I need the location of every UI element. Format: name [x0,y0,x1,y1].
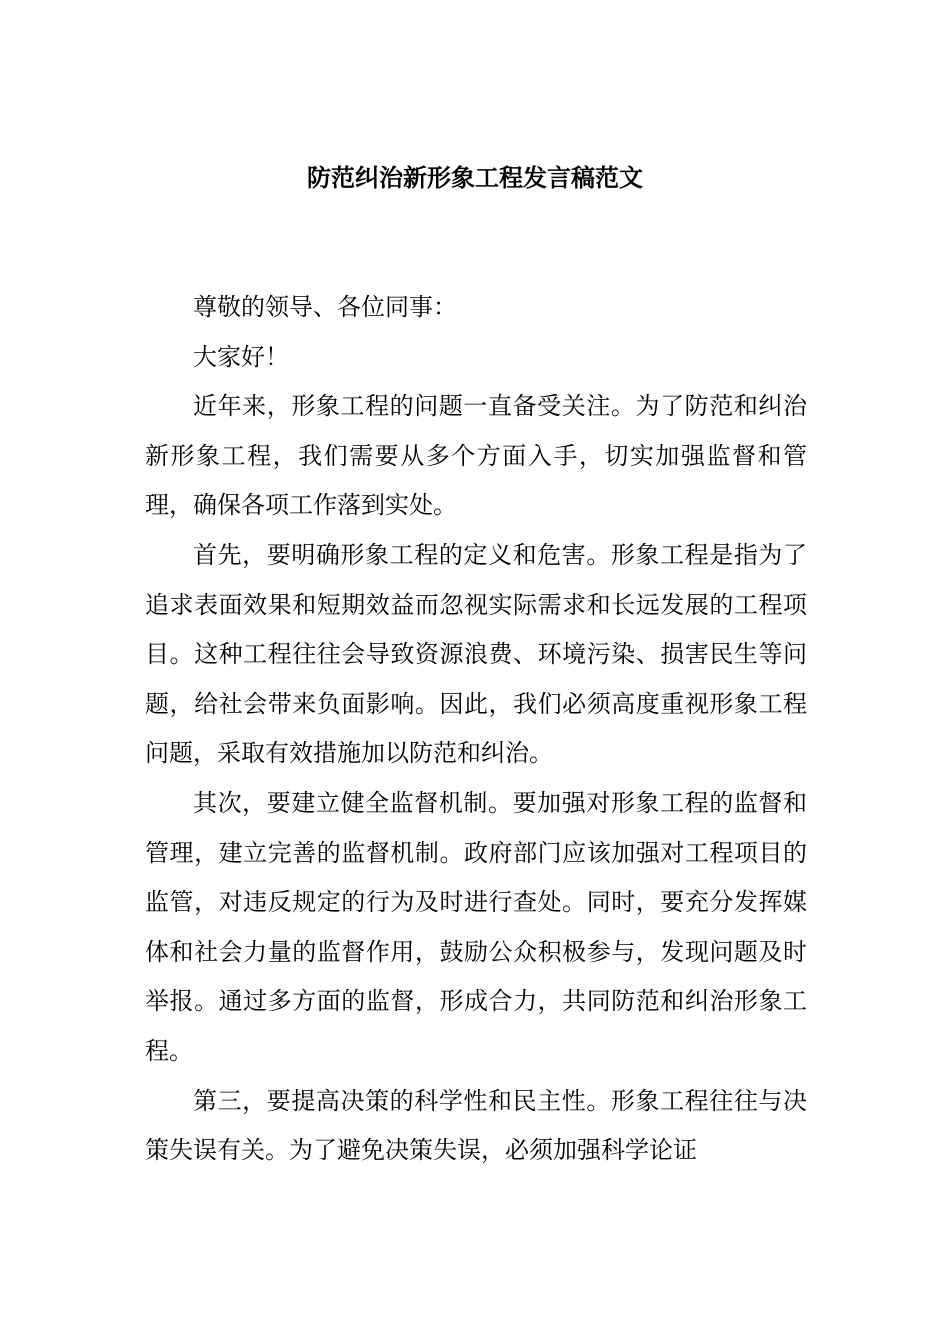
paragraph-intro: 近年来，形象工程的问题一直备受关注。为了防范和纠治新形象工程，我们需要从多个方面入手，切实加强监督和管理，确保各项工作落到实处。 [145,392,807,520]
paragraph-third: 第三，要提高决策的科学性和民主性。形象工程往往与决策失误有关。为了避免决策失误，必须加强科学论证 [145,1086,807,1165]
paragraph-first: 首先，要明确形象工程的定义和危害。形象工程是指为了追求表面效果和短期效益而忽视实际需求和长远发展的工程项目。这种工程往往会导致资源浪费、环境污染、损害民生等问题，给社会带来负面影响。因此，我们必须高度重视形象工程问题，采取有效措施加以防范和纠治。 [145,540,807,768]
greeting: 大家好！ [193,342,289,371]
paragraph-second: 其次，要建立健全监督机制。要加强对形象工程的监督和管理，建立完善的监督机制。政府部门应该加强对工程项目的监管，对违反规定的行为及时进行查处。同时，要充分发挥媒体和社会力量的监督作用，鼓励公众积极参与，发现问题及时举报。通过多方面的监督，形成合力，共同防范和纠治形象工程。 [145,788,807,1065]
document-title: 防范纠治新形象工程发言稿范文 [307,164,643,192]
salutation: 尊敬的领导、各位同事： [193,293,457,321]
document-body [145,283,807,1176]
